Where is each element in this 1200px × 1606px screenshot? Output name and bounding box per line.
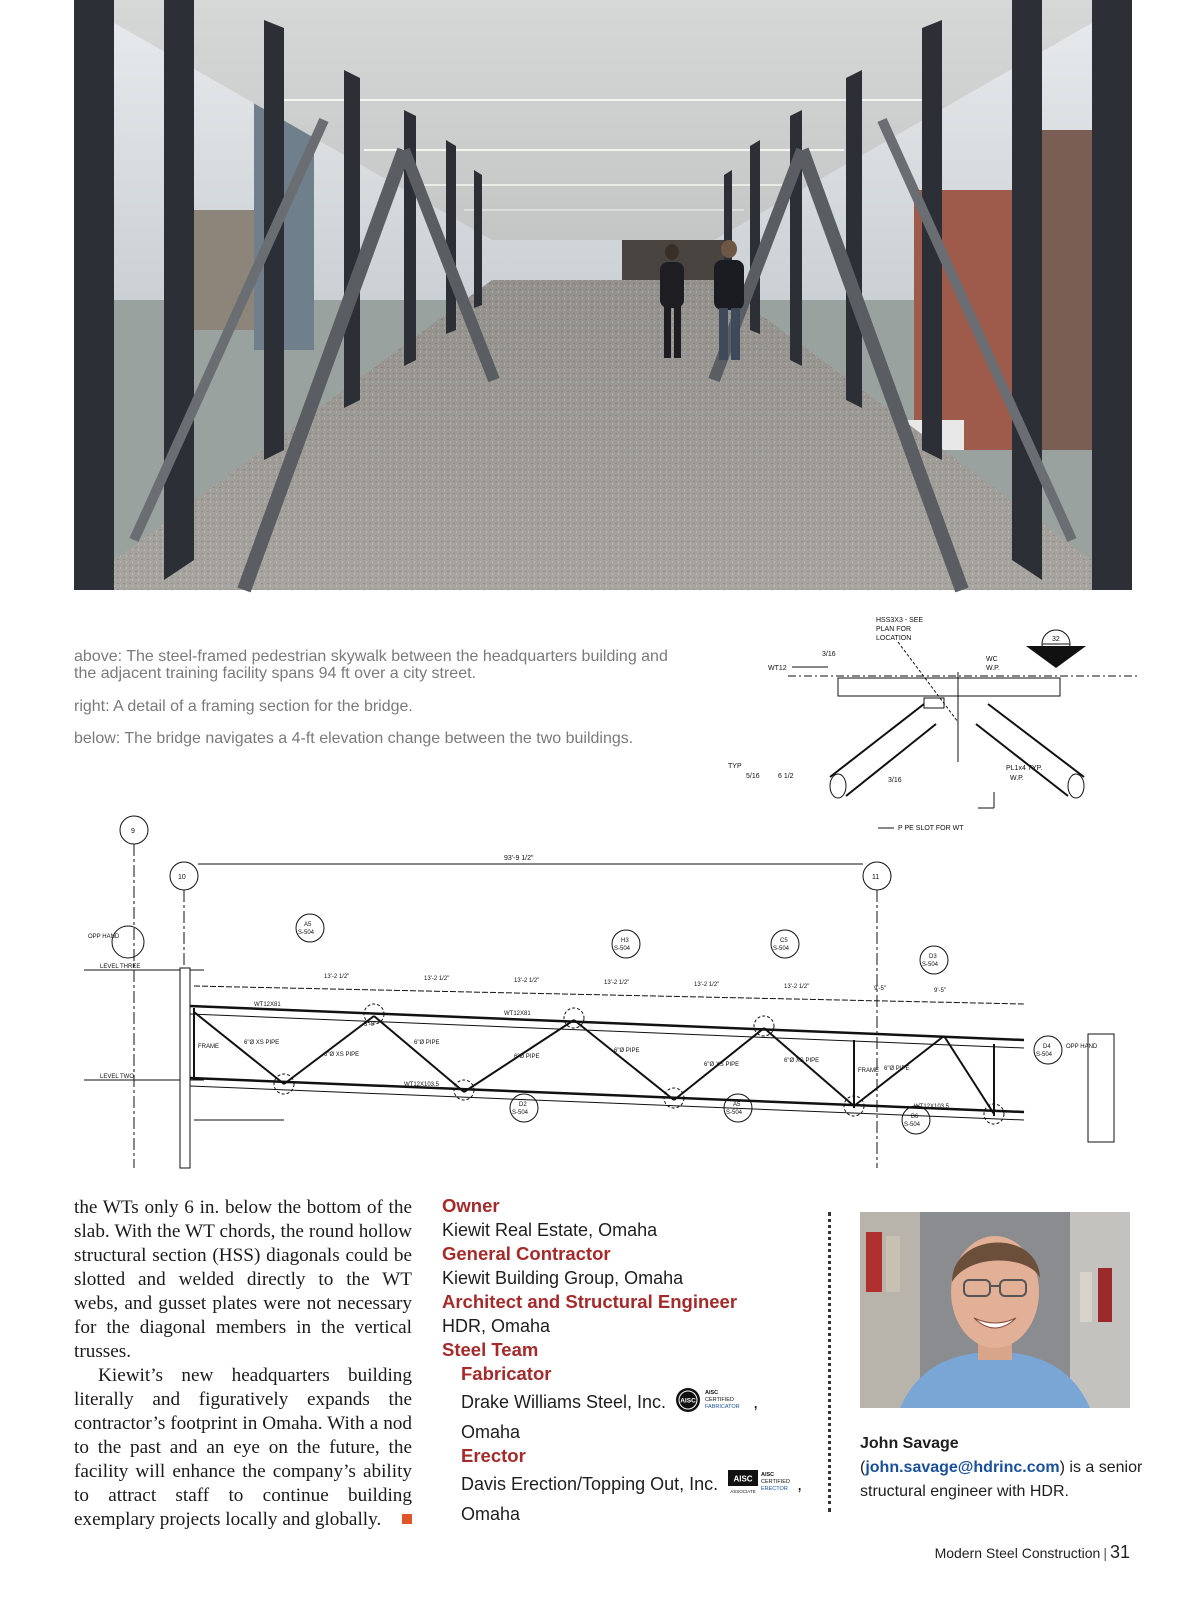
svg-text:CERTIFIED: CERTIFIED xyxy=(761,1479,791,1485)
svg-text:FRAME: FRAME xyxy=(198,1044,219,1050)
svg-text:TYP: TYP xyxy=(728,763,742,770)
paragraph xyxy=(74,1364,412,1532)
credit-erector-city: Omaha xyxy=(461,1504,521,1524)
svg-text:OPP HAND: OPP HAND xyxy=(1066,1044,1098,1050)
svg-text:S-504: S-504 xyxy=(726,1110,743,1116)
svg-text:3/16: 3/16 xyxy=(888,777,902,784)
svg-text:FABRICATOR: FABRICATOR xyxy=(705,1404,740,1410)
svg-text:6"Ø XS PIPE: 6"Ø XS PIPE xyxy=(704,1062,740,1068)
svg-text:5/16: 5/16 xyxy=(746,773,760,780)
svg-text:10: 10 xyxy=(178,874,186,881)
aisc-certified-erector-badge xyxy=(727,1468,797,1502)
svg-text:D4: D4 xyxy=(1043,1044,1051,1050)
svg-text:6"Ø PIPE: 6"Ø PIPE xyxy=(614,1048,640,1054)
svg-text:WT12X81: WT12X81 xyxy=(254,1002,281,1008)
svg-text:WC: WC xyxy=(986,656,998,663)
aisc-certified-fabricator-badge xyxy=(675,1386,753,1420)
svg-text:AISC: AISC xyxy=(705,1390,719,1396)
column-divider xyxy=(828,1212,831,1512)
author-name: John Savage xyxy=(860,1435,959,1452)
svg-text:13'-2 1/2": 13'-2 1/2" xyxy=(694,982,720,988)
svg-text:32: 32 xyxy=(1052,636,1060,643)
paragraph-text: Kiewit’s new headquarters building literally and figuratively expands the contractor’s footprint in Omaha. With a nod to the past and an eye on the future, the facility will enhance the company’s ability to attract staff to continue building exemplary projects locally and globally. xyxy=(74,1365,412,1530)
svg-text:LEVEL THREE: LEVEL THREE xyxy=(100,964,141,970)
svg-text:13'-2 1/2": 13'-2 1/2" xyxy=(424,976,450,982)
caption-below: below: The bridge navigates a 4-ft elevation change between the two buildings. xyxy=(74,730,634,747)
truss-elevation-drawing xyxy=(84,808,1140,1168)
svg-text:WT12X103.5: WT12X103.5 xyxy=(404,1082,440,1088)
credit-fabricator: Drake Williams Steel, Inc. AISC AISC CERTIFIED FABRICATOR , xyxy=(442,1386,822,1420)
svg-text:S-504: S-504 xyxy=(512,1110,529,1116)
svg-text:B6: B6 xyxy=(911,1114,919,1120)
svg-text:FRAME: FRAME xyxy=(858,1068,879,1074)
svg-text:PL1x4 TYP.: PL1x4 TYP. xyxy=(1006,765,1043,772)
svg-text:11: 11 xyxy=(872,874,880,881)
svg-text:93'-9 1/2": 93'-9 1/2" xyxy=(504,855,534,862)
svg-text:D3: D3 xyxy=(929,954,937,960)
credit-erector: Davis Erection/Topping Out, Inc. AISC ASSOCIATE AISC CERTIFIED ERECTOR , xyxy=(442,1468,822,1502)
author-description: (john.savage@hdrinc.com) is a senior structural engineer with HDR. xyxy=(860,1459,1143,1500)
page-footer xyxy=(935,1542,1130,1563)
svg-text:S-504: S-504 xyxy=(1036,1052,1053,1058)
erector-name: Davis Erection/Topping Out, Inc. xyxy=(461,1473,719,1494)
svg-text:AISC: AISC xyxy=(761,1472,775,1478)
svg-text:13'-2 1/2": 13'-2 1/2" xyxy=(324,974,350,980)
svg-text:P PE SLOT FOR WT: P PE SLOT FOR WT xyxy=(898,825,964,832)
svg-text:6"Ø PIPE: 6"Ø PIPE xyxy=(514,1054,540,1060)
svg-text:W.P.: W.P. xyxy=(986,665,1000,672)
svg-text:OPP HAND: OPP HAND xyxy=(88,934,120,940)
page-number: 31 xyxy=(1109,1542,1130,1562)
svg-text:W.P.: W.P. xyxy=(1010,775,1024,782)
svg-text:D2: D2 xyxy=(519,1102,527,1108)
svg-text:6"Ø XS PIPE: 6"Ø XS PIPE xyxy=(244,1040,280,1046)
credit-steel-team-label: Steel Team xyxy=(442,1339,539,1360)
svg-text:13'-2 1/2": 13'-2 1/2" xyxy=(784,984,810,990)
article-body xyxy=(74,1196,412,1532)
svg-text:HSS3X3 - SEE: HSS3X3 - SEE xyxy=(876,617,924,624)
credit-gc: Kiewit Building Group, Omaha xyxy=(442,1268,684,1288)
svg-text:S-504: S-504 xyxy=(773,946,790,952)
svg-text:S-504: S-504 xyxy=(904,1122,921,1128)
svg-text:A5: A5 xyxy=(304,922,312,928)
credit-fabricator-city: Omaha xyxy=(461,1422,521,1442)
credit-owner: Kiewit Real Estate, Omaha xyxy=(442,1220,658,1240)
svg-text:A5: A5 xyxy=(733,1102,741,1108)
svg-text:AISC: AISC xyxy=(733,1474,753,1484)
magazine-name: Modern Steel Construction xyxy=(934,1545,1101,1561)
svg-text:13'-2 1/2": 13'-2 1/2" xyxy=(604,980,630,986)
svg-text:LEVEL TWO: LEVEL TWO xyxy=(100,1074,135,1080)
author-email-link[interactable]: john.savage@hdrinc.com xyxy=(865,1459,1060,1476)
svg-text:ERECTOR: ERECTOR xyxy=(761,1486,788,1492)
svg-text:S-504: S-504 xyxy=(922,962,939,968)
svg-text:6 1/2: 6 1/2 xyxy=(778,773,794,780)
svg-text:WT12: WT12 xyxy=(768,665,787,672)
svg-text:WT12X81: WT12X81 xyxy=(504,1011,531,1017)
credit-fabricator-label: Fabricator xyxy=(461,1363,552,1384)
paragraph: the WTs only 6 in. below the bottom of the slab. With the WT chords, the round hollow structural section (HSS) diagonals could be slotted and welded directly to the WT webs, and gusset plates were not necessary for the diagonal members in the vertical trusses. xyxy=(74,1197,412,1362)
svg-text:6"Ø PIPE: 6"Ø PIPE xyxy=(414,1040,440,1046)
svg-text:6"Ø XS PIPE: 6"Ø XS PIPE xyxy=(784,1058,820,1064)
svg-text:13'-2 1/2": 13'-2 1/2" xyxy=(514,978,540,984)
caption-above: above: The steel-framed pedestrian skywalk between the headquarters building and the adjacent training facility spans 94 ft over a city street. xyxy=(74,648,668,682)
svg-text:C5: C5 xyxy=(780,938,788,944)
svg-text:H3: H3 xyxy=(621,938,629,944)
svg-text:6"Ø PIPE: 6"Ø PIPE xyxy=(884,1066,910,1072)
svg-text:6"Ø XS PIPE: 6"Ø XS PIPE xyxy=(324,1052,360,1058)
credit-architect-label: Architect and Structural Engineer xyxy=(442,1291,738,1312)
svg-text:3/16: 3/16 xyxy=(822,651,836,658)
svg-text:CERTIFIED: CERTIFIED xyxy=(705,1397,735,1403)
svg-text:ASSOCIATE: ASSOCIATE xyxy=(730,1489,756,1494)
credit-erector-label: Erector xyxy=(461,1445,526,1466)
author-bio xyxy=(860,1432,1150,1504)
svg-text:S-504: S-504 xyxy=(298,930,315,936)
footer-separator: | xyxy=(1103,1545,1107,1561)
svg-text:AISC: AISC xyxy=(680,1397,696,1405)
fabricator-name: Drake Williams Steel, Inc. xyxy=(461,1391,667,1412)
project-credits xyxy=(442,1194,822,1526)
credit-architect: HDR, Omaha xyxy=(442,1316,551,1336)
svg-text:9'-5": 9'-5" xyxy=(874,986,886,992)
svg-text:9'-5": 9'-5" xyxy=(934,988,946,994)
svg-text:WT12X103.5: WT12X103.5 xyxy=(914,1104,950,1110)
svg-text:PLAN FOR: PLAN FOR xyxy=(876,626,912,633)
author-portrait xyxy=(860,1212,1130,1408)
svg-text:9: 9 xyxy=(131,828,135,835)
credit-owner-label: Owner xyxy=(442,1195,500,1216)
end-mark-icon xyxy=(402,1514,412,1524)
svg-text:3'-0": 3'-0" xyxy=(364,1022,376,1028)
svg-text:LOCATION: LOCATION xyxy=(876,635,912,642)
caption-right: right: A detail of a framing section for the bridge. xyxy=(74,698,413,715)
skywalk-photo xyxy=(74,0,1132,590)
svg-text:S-504: S-504 xyxy=(614,946,631,952)
credit-gc-label: General Contractor xyxy=(442,1243,611,1264)
